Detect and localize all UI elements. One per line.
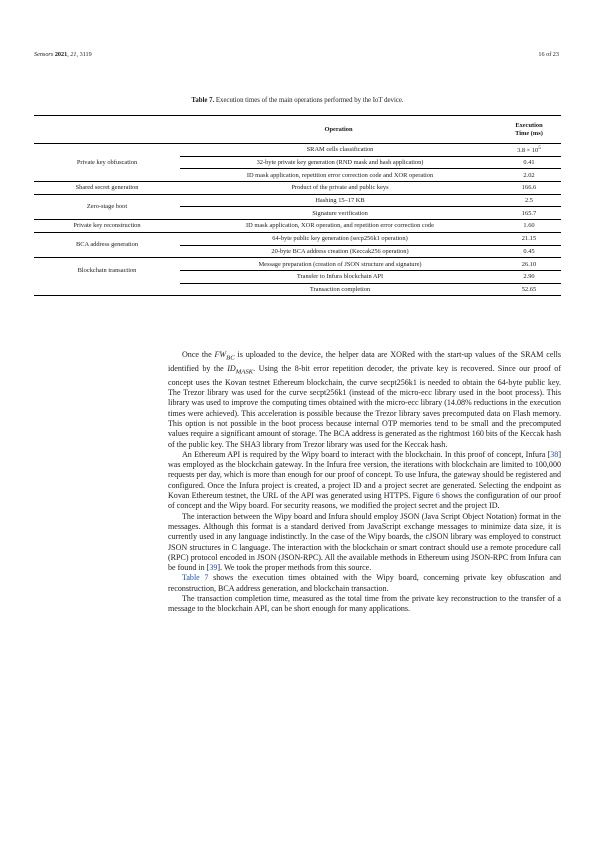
- table-row: [34, 220, 561, 233]
- header-operation: Operation: [324, 125, 353, 133]
- figure-link[interactable]: 6: [435, 491, 440, 501]
- body-text: [168, 350, 561, 615]
- row-operation: SRAM cells classification: [180, 144, 497, 157]
- text-run: ] was employed as the blockchain gateway. In the Infura free version, the iterations with blockchain are limited to 100,000 requests per day, which is more than enough for our proof of concept. To use Infura, the gateway should be registered and configured. Once the Infura project is created, a project ID and a project secret are generated. Selecting the endpoint as Kovan Ethereum testnet, the URL of the API was generated using HTTPS. Figure: [168, 449, 561, 501]
- paragraph: [168, 573, 561, 594]
- row-category: Shared secret generation: [34, 182, 180, 195]
- text-run: shows the configuration of our proof of concept and the Wipy board. For security reasons, we modified the project secret and the project ID.: [168, 491, 561, 511]
- table-header-row: [34, 116, 561, 144]
- row-operation: 64-byte public key generation (secp256k1 operation): [180, 232, 497, 245]
- row-time-mantissa: 3.8 × 10: [517, 146, 539, 154]
- row-operation: ID mask application, XOR operation, and repetition error correction code: [180, 220, 497, 233]
- journal-citation: Sensors 2021, 21, 3119: [34, 51, 92, 58]
- table-row: [34, 283, 561, 296]
- fw-symbol: $FW_{BC}$: [214, 350, 235, 362]
- table-caption: [0, 97, 595, 104]
- row-time: 26.10: [497, 258, 561, 271]
- row-time: 2.5: [497, 194, 561, 207]
- row-time: 52.65: [497, 283, 561, 296]
- table-row: [34, 258, 561, 271]
- row-time: 2.90: [497, 270, 561, 283]
- journal-year: 2021: [54, 51, 68, 58]
- row-category: Private key obfuscation: [34, 144, 180, 182]
- row-operation: Hashing 15–17 KB: [180, 194, 497, 207]
- row-time: 0.41: [497, 156, 561, 169]
- citation-link[interactable]: 38: [550, 449, 559, 459]
- row-category: Zero-stage boot: [34, 194, 180, 219]
- row-operation: ID mask application, repetition error correction code and XOR operation: [180, 169, 497, 182]
- row-category: BCA address generation: [34, 232, 180, 257]
- row-time: 2.02: [497, 169, 561, 182]
- header-time-line2: Time (ms): [515, 129, 543, 137]
- text-run: The transaction completion time, measured as the total time from the private key reconstruction to the transfer of a message to the blockchain API, can be short enough for many applications.: [168, 594, 561, 614]
- row-operation: Transaction completion: [180, 283, 497, 296]
- text-run: Once the: [182, 350, 215, 359]
- paragraph: [168, 594, 561, 615]
- row-time: [497, 144, 561, 157]
- text-run: The interaction between the Wipy board and Infura should employ JSON (Java Script Object Notation) format in the messages. Although this format is a standard derived from JavaScript exchange messages to minimize data size, it is currently used in any language indistinctly. In the case of the Wipy boards, the cJSON library was employed to construct JSON structures in C language. The interaction with the blockchain or smart contract should use a remote procedure call (RPC) protocol encoded in JSON (JSON-RPC). All the available methods in Ethereum using JSON-RPC from Infura can be found in [: [168, 511, 561, 573]
- header-time-line1: Execution: [515, 122, 543, 130]
- text-run: An Ethereum API is required by the Wipy board to interact with the blockchain. In this proof of concept, Infura [: [182, 449, 551, 459]
- row-operation: 32-byte private key generation (RND mask and hash application): [180, 156, 497, 169]
- row-operation: Signature verification: [180, 207, 497, 220]
- paragraph: [168, 350, 561, 450]
- id-symbol: $ID_{MASK}$: [227, 363, 254, 376]
- row-time: 1.60: [497, 220, 561, 233]
- table-row: [34, 182, 561, 195]
- table-link[interactable]: Table 7: [182, 573, 209, 583]
- journal-volume: 21: [70, 51, 77, 58]
- text-run: shows the execution times obtained with the Wipy board, concerning private key obfuscation and reconstruction, BCA address generation, and blockchain transaction.: [168, 573, 561, 593]
- row-time: 166.6: [497, 182, 561, 195]
- paragraph: [168, 450, 561, 512]
- row-category-empty: [34, 283, 180, 296]
- page-number: 16 of 23: [538, 51, 559, 58]
- table-caption-text: Execution times of the main operations performed by the IoT device.: [215, 97, 404, 104]
- text-run: is uploaded to the device, the helper data are XORed with the start-up values of the SRAM cells identified by the: [168, 350, 561, 373]
- row-operation: Message preparation (creation of JSON structure and signature): [180, 258, 497, 271]
- running-head: [34, 51, 559, 63]
- row-operation: Product of the private and public keys: [180, 182, 497, 195]
- text-run: . Using the 8-bit error repetition decoder, the private key is recovered. Since our proof of concept uses the Kovan testnet Ethereum blockchain, the curve secpt256k1 is needed to obtain the 64-byte public key. The Trezor library was used for the curve secpt256k1 (instead of the micro-ecc library used in the boot process). This library was used to improve the computing times obtained with the micro-ecc library (14.08% reductions in the execution times were achieved). This acceleration is possible because the Trezor library saves precomputed data on Flash memory. This option is not possible in the boot process because internal OTP memories tend to be small and the precomputed values require a significant amount of storage. The BCA address is generated as the rightmost 160 bits of the Keccak hash of the public key. The SHA3 library from Trezor library was used for the Keccak hash.: [168, 363, 561, 449]
- row-operation: Transfer to Infura blockchain API: [180, 270, 497, 283]
- fw-subscript: BC: [226, 354, 235, 362]
- paragraph: [168, 512, 561, 574]
- header-time: [497, 116, 561, 144]
- header-category-cell: [34, 116, 180, 144]
- row-operation: 20-byte BCA address creation (Keccak256 operation): [180, 245, 497, 258]
- row-time-exponent: 5: [538, 144, 541, 151]
- citation-link[interactable]: 39: [209, 563, 218, 573]
- row-time: 165.7: [497, 207, 561, 220]
- text-run: ]. We took the proper methods from this source.: [217, 563, 372, 573]
- execution-times-table: [34, 115, 561, 296]
- table-label: Table 7.: [191, 97, 215, 104]
- row-category: Blockchain transaction: [34, 258, 180, 283]
- id-subscript: MASK: [235, 368, 254, 376]
- journal-name: Sensors: [34, 51, 54, 58]
- row-time: 0.45: [497, 245, 561, 258]
- table-row: [34, 194, 561, 207]
- table-row: [34, 144, 561, 157]
- article-number: 3119: [79, 51, 92, 58]
- table-row: [34, 232, 561, 245]
- row-time: 21.15: [497, 232, 561, 245]
- row-category: Private key reconstruction: [34, 220, 180, 233]
